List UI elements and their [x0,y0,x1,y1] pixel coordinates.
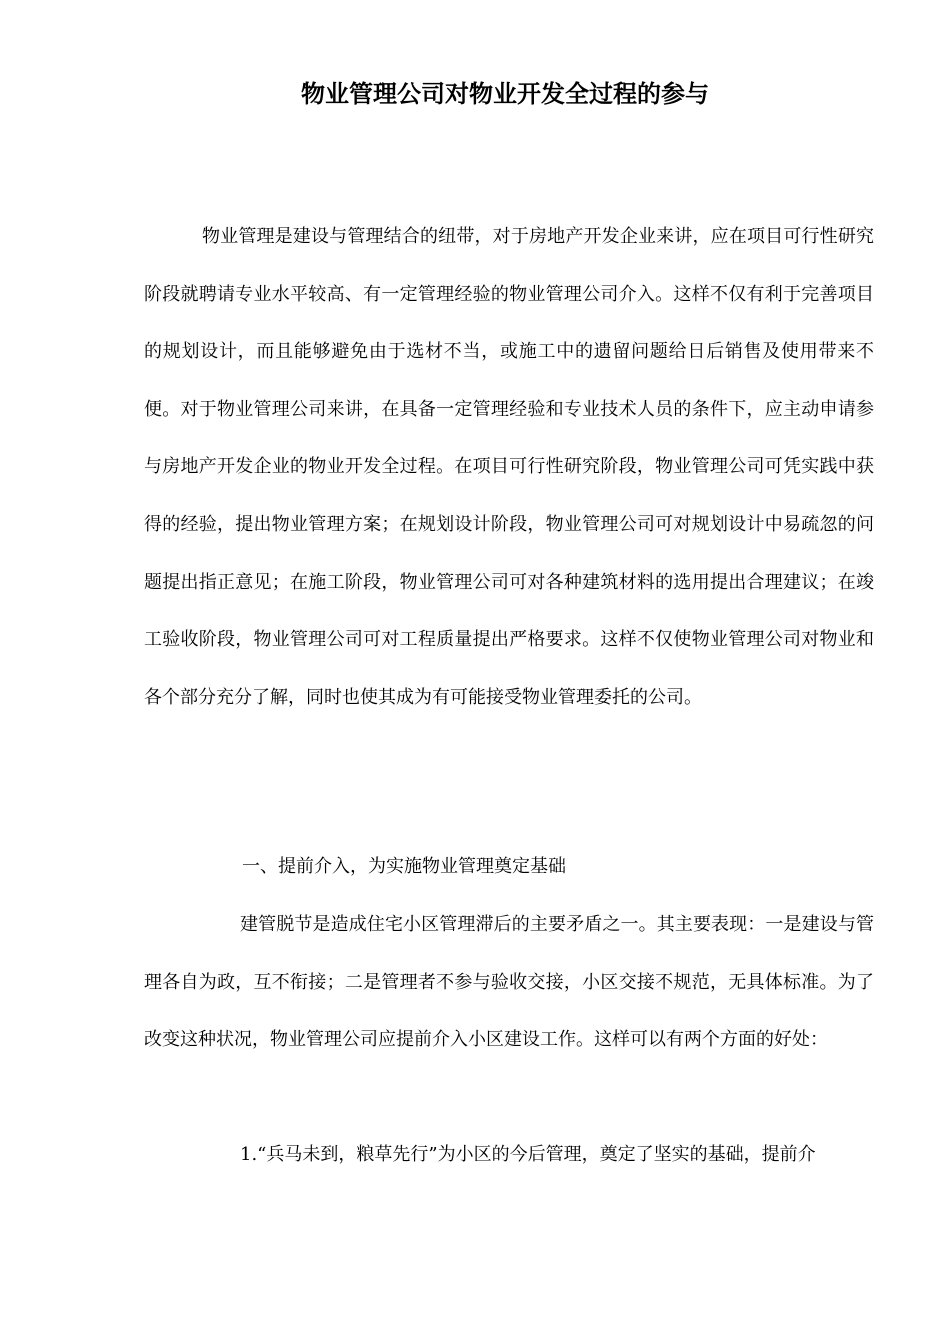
numbered-paragraph: 1.“兵马未到，粮草先行”为小区的今后管理，奠定了坚实的基础，提前介 [240,1144,816,1165]
section-paragraph: 建管脱节是造成住宅小区管理滞后的主要矛盾之一。其主要表现：一是建设与管理各自为政，互不衔接；二是管理者不参与验收交接，小区交接不规范，无具体标准。为了改变这种状况，物业管理公司应提前介入小区建设工作。这样可以有两个方面的好处： [144,914,874,1051]
document-title: 物业管理公司对物业开发全过程的参与 [301,79,709,109]
intro-paragraph: 物业管理是建设与管理结合的纽带，对于房地产开发企业来讲，应在项目可行性研究阶段就聘请专业水平较高、有一定管理经验的物业管理公司介入。这样不仅有利于完善项目的规划设计，而且能够避免由于选材不当，或施工中的遗留问题给日后销售及使用带来不便。对于物业管理公司来讲，在具备一定管理经验和专业技术人员的条件下，应主动申请参与房地产开发企业的物业开发全过程。在项目可行性研究阶段，物业管理公司可凭实践中获得的经验，提出物业管理方案；在规划设计阶段，物业管理公司可对规划设计中易疏忽的问题提出指正意见；在施工阶段，物业管理公司可对各种建筑材料的选用提出合理建议；在竣工验收阶段，物业管理公司可对工程质量提出严格要求。这样不仅使物业管理公司对物业和各个部分充分了解，同时也使其成为有可能接受物业管理委托的公司。 [144,226,874,708]
section-heading: 一、提前介入，为实施物业管理奠定基础 [242,856,566,877]
